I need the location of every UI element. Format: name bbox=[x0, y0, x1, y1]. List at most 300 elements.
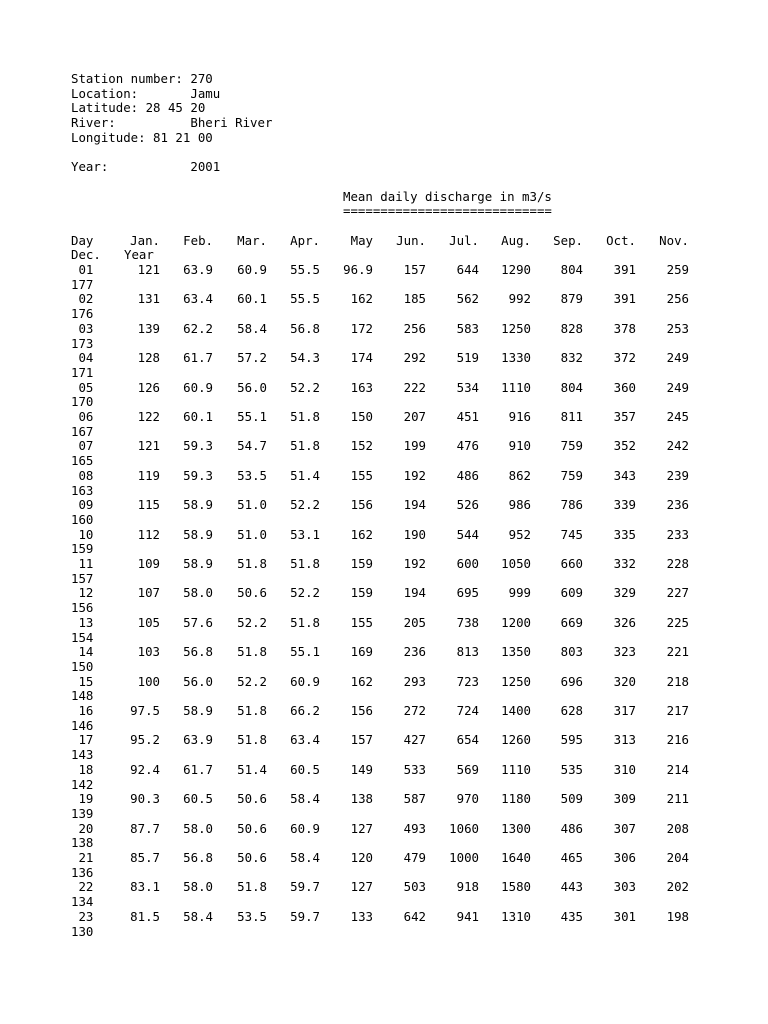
table-cell: 352 bbox=[613, 438, 636, 454]
table-cell-dec: 143 bbox=[71, 747, 94, 763]
table-cell: 329 bbox=[613, 585, 636, 601]
table-cell: 759 bbox=[560, 467, 583, 483]
table-cell: 476 bbox=[456, 438, 479, 454]
table-cell: 54.7 bbox=[237, 438, 267, 454]
table-cell: 51.0 bbox=[237, 497, 267, 513]
table-cell-dec: 167 bbox=[71, 423, 94, 439]
table-cell: 185 bbox=[403, 291, 426, 307]
table-row-day: 22 bbox=[71, 879, 94, 895]
table-cell: 157 bbox=[403, 262, 426, 277]
table-cell: 121 bbox=[137, 438, 160, 454]
table-cell: 97.5 bbox=[130, 703, 160, 718]
table-cell: 609 bbox=[560, 585, 583, 601]
table-cell: 486 bbox=[456, 467, 479, 483]
table-cell: 1050 bbox=[501, 556, 531, 571]
table-cell: 695 bbox=[456, 585, 479, 601]
table-cell: 225 bbox=[666, 614, 689, 630]
table-cell: 208 bbox=[666, 820, 689, 836]
table-cell: 60.1 bbox=[237, 291, 267, 307]
table-cell: 493 bbox=[403, 820, 426, 836]
table-row-day: 12 bbox=[71, 585, 94, 601]
table-cell: 427 bbox=[403, 732, 426, 748]
table-cell: 85.7 bbox=[130, 850, 160, 865]
table-cell: 53.5 bbox=[237, 908, 267, 924]
table-cell: 115 bbox=[137, 497, 160, 513]
table-cell: 162 bbox=[350, 673, 373, 689]
table-cell: 127 bbox=[350, 879, 373, 895]
table-cell-dec: 173 bbox=[71, 335, 94, 351]
table-cell: 61.7 bbox=[183, 350, 213, 366]
table-cell: 198 bbox=[666, 908, 689, 924]
table-cell: 66.2 bbox=[290, 703, 320, 718]
table-row-day: 11 bbox=[71, 556, 94, 571]
table-cell: 60.9 bbox=[290, 820, 320, 836]
column-header: Jan. bbox=[130, 232, 160, 248]
table-cell: 105 bbox=[137, 614, 160, 630]
column-header: Nov. bbox=[659, 232, 689, 248]
table-cell: 53.5 bbox=[237, 467, 267, 483]
column-header-day: Day bbox=[71, 232, 94, 248]
table-cell: 50.6 bbox=[237, 850, 267, 865]
table-cell-dec: 170 bbox=[71, 394, 94, 410]
table-row-day: 03 bbox=[71, 320, 94, 336]
table-cell: 112 bbox=[137, 526, 160, 542]
table-cell: 52.2 bbox=[290, 379, 320, 395]
table-cell: 59.7 bbox=[290, 879, 320, 895]
table-cell: 51.8 bbox=[237, 644, 267, 660]
table-cell: 52.2 bbox=[237, 614, 267, 630]
table-cell: 174 bbox=[350, 350, 373, 366]
table-cell: 335 bbox=[613, 526, 636, 542]
table-cell: 451 bbox=[456, 409, 479, 424]
table-cell: 1200 bbox=[501, 614, 531, 630]
table-cell: 227 bbox=[666, 585, 689, 601]
year: Year: 2001 bbox=[71, 159, 221, 175]
table-cell: 55.5 bbox=[290, 262, 320, 277]
table-cell: 644 bbox=[456, 262, 479, 277]
table-cell: 828 bbox=[560, 320, 583, 336]
table-cell: 172 bbox=[350, 320, 373, 336]
table-cell: 204 bbox=[666, 850, 689, 865]
table-cell: 56.0 bbox=[237, 379, 267, 395]
table-cell: 992 bbox=[508, 291, 531, 307]
table-cell: 51.8 bbox=[237, 703, 267, 718]
table-cell: 55.1 bbox=[290, 644, 320, 660]
table-row-day: 08 bbox=[71, 467, 94, 483]
table-cell: 122 bbox=[137, 409, 160, 424]
table-row-day: 07 bbox=[71, 438, 94, 454]
table-cell: 228 bbox=[666, 556, 689, 571]
table-cell: 723 bbox=[456, 673, 479, 689]
table-cell: 51.4 bbox=[237, 761, 267, 777]
table-cell: 303 bbox=[613, 879, 636, 895]
table-cell: 194 bbox=[403, 497, 426, 513]
table-cell: 1580 bbox=[501, 879, 531, 895]
table-cell: 221 bbox=[666, 644, 689, 660]
table-cell-dec: 165 bbox=[71, 453, 94, 469]
table-cell: 486 bbox=[560, 820, 583, 836]
table-cell: 1300 bbox=[501, 820, 531, 836]
table-cell: 1290 bbox=[501, 262, 531, 277]
table-cell: 256 bbox=[403, 320, 426, 336]
table-cell: 569 bbox=[456, 761, 479, 777]
table-cell: 63.4 bbox=[290, 732, 320, 748]
table-cell: 58.9 bbox=[183, 556, 213, 571]
table-cell: 50.6 bbox=[237, 820, 267, 836]
table-cell: 910 bbox=[508, 438, 531, 454]
table-cell: 211 bbox=[666, 791, 689, 807]
table-cell-dec: 176 bbox=[71, 306, 94, 322]
table-cell: 128 bbox=[137, 350, 160, 366]
table-cell: 986 bbox=[508, 497, 531, 513]
table-cell: 813 bbox=[456, 644, 479, 660]
table-cell: 51.8 bbox=[290, 438, 320, 454]
table-cell: 57.2 bbox=[237, 350, 267, 366]
table-cell: 326 bbox=[613, 614, 636, 630]
table-cell: 301 bbox=[613, 908, 636, 924]
table-row-day: 09 bbox=[71, 497, 94, 513]
table-cell: 155 bbox=[350, 614, 373, 630]
table-cell: 56.8 bbox=[183, 644, 213, 660]
table-cell: 391 bbox=[613, 291, 636, 307]
table-cell: 217 bbox=[666, 703, 689, 718]
table-cell-dec: 157 bbox=[71, 570, 94, 586]
table-cell: 391 bbox=[613, 262, 636, 277]
table-cell: 192 bbox=[403, 467, 426, 483]
table-cell: 562 bbox=[456, 291, 479, 307]
table-cell: 121 bbox=[137, 262, 160, 277]
table-cell-dec: 177 bbox=[71, 276, 94, 292]
table-cell: 155 bbox=[350, 467, 373, 483]
column-header: Feb. bbox=[183, 232, 213, 248]
table-cell: 169 bbox=[350, 644, 373, 660]
table-cell: 595 bbox=[560, 732, 583, 748]
table-cell: 61.7 bbox=[183, 761, 213, 777]
table-cell: 724 bbox=[456, 703, 479, 718]
table-row-day: 13 bbox=[71, 614, 94, 630]
table-cell: 534 bbox=[456, 379, 479, 395]
table-cell: 60.9 bbox=[290, 673, 320, 689]
table-cell: 1260 bbox=[501, 732, 531, 748]
table-cell: 479 bbox=[403, 850, 426, 865]
table-cell: 190 bbox=[403, 526, 426, 542]
table-cell: 60.9 bbox=[183, 379, 213, 395]
table-cell: 320 bbox=[613, 673, 636, 689]
table-cell-dec: 148 bbox=[71, 688, 94, 704]
table-cell: 313 bbox=[613, 732, 636, 748]
table-cell: 163 bbox=[350, 379, 373, 395]
table-cell: 233 bbox=[666, 526, 689, 542]
table-cell: 133 bbox=[350, 908, 373, 924]
table-cell: 372 bbox=[613, 350, 636, 366]
table-cell: 87.7 bbox=[130, 820, 160, 836]
table-cell: 544 bbox=[456, 526, 479, 542]
table-cell: 216 bbox=[666, 732, 689, 748]
table-cell: 214 bbox=[666, 761, 689, 777]
column-header: Apr. bbox=[290, 232, 320, 248]
table-cell: 1110 bbox=[501, 761, 531, 777]
table-cell: 59.7 bbox=[290, 908, 320, 924]
table-row-day: 06 bbox=[71, 409, 94, 424]
table-row-day: 21 bbox=[71, 850, 94, 865]
table-cell: 192 bbox=[403, 556, 426, 571]
table-cell-dec: 142 bbox=[71, 776, 94, 792]
table-cell: 999 bbox=[508, 585, 531, 601]
table-row-day: 18 bbox=[71, 761, 94, 777]
column-header: Mar. bbox=[237, 232, 267, 248]
table-cell: 62.2 bbox=[183, 320, 213, 336]
table-cell: 941 bbox=[456, 908, 479, 924]
table-cell: 357 bbox=[613, 409, 636, 424]
table-cell: 127 bbox=[350, 820, 373, 836]
table-cell: 60.5 bbox=[183, 791, 213, 807]
table-cell: 1250 bbox=[501, 320, 531, 336]
table-cell: 1350 bbox=[501, 644, 531, 660]
table-cell: 58.0 bbox=[183, 820, 213, 836]
table-cell: 83.1 bbox=[130, 879, 160, 895]
table-cell: 309 bbox=[613, 791, 636, 807]
table-row-day: 20 bbox=[71, 820, 94, 836]
table-cell: 239 bbox=[666, 467, 689, 483]
table-cell: 249 bbox=[666, 350, 689, 366]
table-cell: 50.6 bbox=[237, 791, 267, 807]
table-cell: 58.4 bbox=[290, 850, 320, 865]
table-cell: 256 bbox=[666, 291, 689, 307]
station-number: Station number: 270 bbox=[71, 71, 213, 86]
table-cell: 194 bbox=[403, 585, 426, 601]
column-header-year: Year bbox=[124, 247, 154, 263]
table-cell: 696 bbox=[560, 673, 583, 689]
table-cell: 126 bbox=[137, 379, 160, 395]
table-cell: 587 bbox=[403, 791, 426, 807]
table-cell: 51.0 bbox=[237, 526, 267, 542]
table-row-day: 17 bbox=[71, 732, 94, 748]
table-cell: 443 bbox=[560, 879, 583, 895]
table-cell: 745 bbox=[560, 526, 583, 542]
table-cell-dec: 136 bbox=[71, 864, 94, 880]
table-cell-dec: 163 bbox=[71, 482, 94, 498]
table-cell: 654 bbox=[456, 732, 479, 748]
table-cell: 1330 bbox=[501, 350, 531, 366]
column-header: Oct. bbox=[606, 232, 636, 248]
table-cell: 1250 bbox=[501, 673, 531, 689]
table-cell: 259 bbox=[666, 262, 689, 277]
table-cell: 57.6 bbox=[183, 614, 213, 630]
table-cell: 162 bbox=[350, 526, 373, 542]
table-cell: 360 bbox=[613, 379, 636, 395]
table-cell: 159 bbox=[350, 556, 373, 571]
table-cell: 293 bbox=[403, 673, 426, 689]
table-cell: 306 bbox=[613, 850, 636, 865]
table-cell: 804 bbox=[560, 379, 583, 395]
table-cell: 156 bbox=[350, 703, 373, 718]
table-cell: 1310 bbox=[501, 908, 531, 924]
table-cell: 63.9 bbox=[183, 732, 213, 748]
table-cell: 199 bbox=[403, 438, 426, 454]
table-cell: 207 bbox=[403, 409, 426, 424]
table-cell: 628 bbox=[560, 703, 583, 718]
table-cell: 519 bbox=[456, 350, 479, 366]
table-cell: 81.5 bbox=[130, 908, 160, 924]
table-cell-dec: 146 bbox=[71, 717, 94, 733]
column-header: Aug. bbox=[501, 232, 531, 248]
table-cell: 660 bbox=[560, 556, 583, 571]
table-cell: 862 bbox=[508, 467, 531, 483]
table-caption: Mean daily discharge in m3/s bbox=[343, 188, 552, 204]
table-cell: 952 bbox=[508, 526, 531, 542]
table-cell: 205 bbox=[403, 614, 426, 630]
table-cell: 1400 bbox=[501, 703, 531, 718]
table-cell: 58.4 bbox=[290, 791, 320, 807]
table-cell-dec: 159 bbox=[71, 541, 94, 557]
table-cell: 317 bbox=[613, 703, 636, 718]
table-cell: 310 bbox=[613, 761, 636, 777]
table-cell: 249 bbox=[666, 379, 689, 395]
table-cell: 222 bbox=[403, 379, 426, 395]
table-cell: 51.4 bbox=[290, 467, 320, 483]
table-cell: 600 bbox=[456, 556, 479, 571]
table-cell: 56.8 bbox=[183, 850, 213, 865]
table-row-day: 23 bbox=[71, 908, 94, 924]
table-cell-dec: 156 bbox=[71, 600, 94, 616]
table-row-day: 19 bbox=[71, 791, 94, 807]
table-cell: 918 bbox=[456, 879, 479, 895]
table-row-day: 02 bbox=[71, 291, 94, 307]
table-cell: 1640 bbox=[501, 850, 531, 865]
table-cell: 51.8 bbox=[237, 556, 267, 571]
table-cell: 156 bbox=[350, 497, 373, 513]
table-cell: 526 bbox=[456, 497, 479, 513]
table-cell: 1060 bbox=[449, 820, 479, 836]
table-cell: 378 bbox=[613, 320, 636, 336]
table-cell: 786 bbox=[560, 497, 583, 513]
table-cell: 323 bbox=[613, 644, 636, 660]
table-cell: 970 bbox=[456, 791, 479, 807]
table-cell: 96.9 bbox=[343, 262, 373, 277]
table-row-day: 14 bbox=[71, 644, 94, 660]
table-cell: 583 bbox=[456, 320, 479, 336]
table-cell: 503 bbox=[403, 879, 426, 895]
table-cell: 52.2 bbox=[290, 585, 320, 601]
table-cell: 138 bbox=[350, 791, 373, 807]
table-row-day: 01 bbox=[71, 262, 94, 277]
table-cell-dec: 160 bbox=[71, 511, 94, 527]
longitude: Longitude: 81 21 00 bbox=[71, 129, 213, 145]
table-cell: 109 bbox=[137, 556, 160, 571]
table-cell: 202 bbox=[666, 879, 689, 895]
table-row-day: 05 bbox=[71, 379, 94, 395]
table-cell: 55.5 bbox=[290, 291, 320, 307]
table-cell: 92.4 bbox=[130, 761, 160, 777]
table-cell: 669 bbox=[560, 614, 583, 630]
table-cell: 245 bbox=[666, 409, 689, 424]
table-cell: 162 bbox=[350, 291, 373, 307]
table-cell: 253 bbox=[666, 320, 689, 336]
table-row-day: 15 bbox=[71, 673, 94, 689]
table-cell: 533 bbox=[403, 761, 426, 777]
table-cell: 159 bbox=[350, 585, 373, 601]
table-cell: 236 bbox=[666, 497, 689, 513]
table-cell: 738 bbox=[456, 614, 479, 630]
table-cell: 103 bbox=[137, 644, 160, 660]
table-cell: 51.8 bbox=[237, 879, 267, 895]
table-cell: 292 bbox=[403, 350, 426, 366]
table-cell: 58.9 bbox=[183, 497, 213, 513]
table-cell: 51.8 bbox=[290, 409, 320, 424]
table-cell: 642 bbox=[403, 908, 426, 924]
table-cell: 56.0 bbox=[183, 673, 213, 689]
column-header: May bbox=[350, 232, 373, 248]
table-cell: 272 bbox=[403, 703, 426, 718]
table-cell: 339 bbox=[613, 497, 636, 513]
table-cell: 343 bbox=[613, 467, 636, 483]
table-row-day: 16 bbox=[71, 703, 94, 718]
caption-underline: ============================ bbox=[343, 203, 552, 219]
table-cell: 120 bbox=[350, 850, 373, 865]
table-cell-dec: 134 bbox=[71, 894, 94, 910]
table-cell: 465 bbox=[560, 850, 583, 865]
table-cell: 60.5 bbox=[290, 761, 320, 777]
table-cell: 759 bbox=[560, 438, 583, 454]
table-cell: 119 bbox=[137, 467, 160, 483]
table-cell: 236 bbox=[403, 644, 426, 660]
table-cell: 58.4 bbox=[183, 908, 213, 924]
column-header: Sep. bbox=[553, 232, 583, 248]
table-cell: 63.9 bbox=[183, 262, 213, 277]
table-cell-dec: 154 bbox=[71, 629, 94, 645]
table-cell-dec: 150 bbox=[71, 658, 94, 674]
table-cell-dec: 171 bbox=[71, 364, 94, 380]
column-header: Jun. bbox=[396, 232, 426, 248]
table-cell: 58.0 bbox=[183, 585, 213, 601]
table-cell: 60.9 bbox=[237, 262, 267, 277]
table-cell: 58.9 bbox=[183, 703, 213, 718]
table-cell: 95.2 bbox=[130, 732, 160, 748]
table-cell: 53.1 bbox=[290, 526, 320, 542]
table-cell-dec: 139 bbox=[71, 805, 94, 821]
latitude: Latitude: 28 45 20 bbox=[71, 100, 206, 116]
table-cell: 107 bbox=[137, 585, 160, 601]
table-cell: 90.3 bbox=[130, 791, 160, 807]
table-cell: 1000 bbox=[449, 850, 479, 865]
table-cell: 1180 bbox=[501, 791, 531, 807]
table-cell: 100 bbox=[137, 673, 160, 689]
table-cell: 879 bbox=[560, 291, 583, 307]
table-cell: 50.6 bbox=[237, 585, 267, 601]
table-cell: 509 bbox=[560, 791, 583, 807]
table-cell: 149 bbox=[350, 761, 373, 777]
table-cell: 916 bbox=[508, 409, 531, 424]
table-cell: 150 bbox=[350, 409, 373, 424]
table-cell: 54.3 bbox=[290, 350, 320, 366]
table-cell: 157 bbox=[350, 732, 373, 748]
table-row-day: 10 bbox=[71, 526, 94, 542]
table-cell: 55.1 bbox=[237, 409, 267, 424]
table-cell: 59.3 bbox=[183, 438, 213, 454]
table-cell-dec: 138 bbox=[71, 835, 94, 851]
table-cell: 139 bbox=[137, 320, 160, 336]
table-cell: 59.3 bbox=[183, 467, 213, 483]
table-cell: 51.8 bbox=[237, 732, 267, 748]
table-cell: 1110 bbox=[501, 379, 531, 395]
table-cell: 804 bbox=[560, 262, 583, 277]
table-cell: 811 bbox=[560, 409, 583, 424]
table-cell: 56.8 bbox=[290, 320, 320, 336]
table-cell: 52.2 bbox=[290, 497, 320, 513]
table-cell: 832 bbox=[560, 350, 583, 366]
table-cell: 242 bbox=[666, 438, 689, 454]
table-cell: 60.1 bbox=[183, 409, 213, 424]
